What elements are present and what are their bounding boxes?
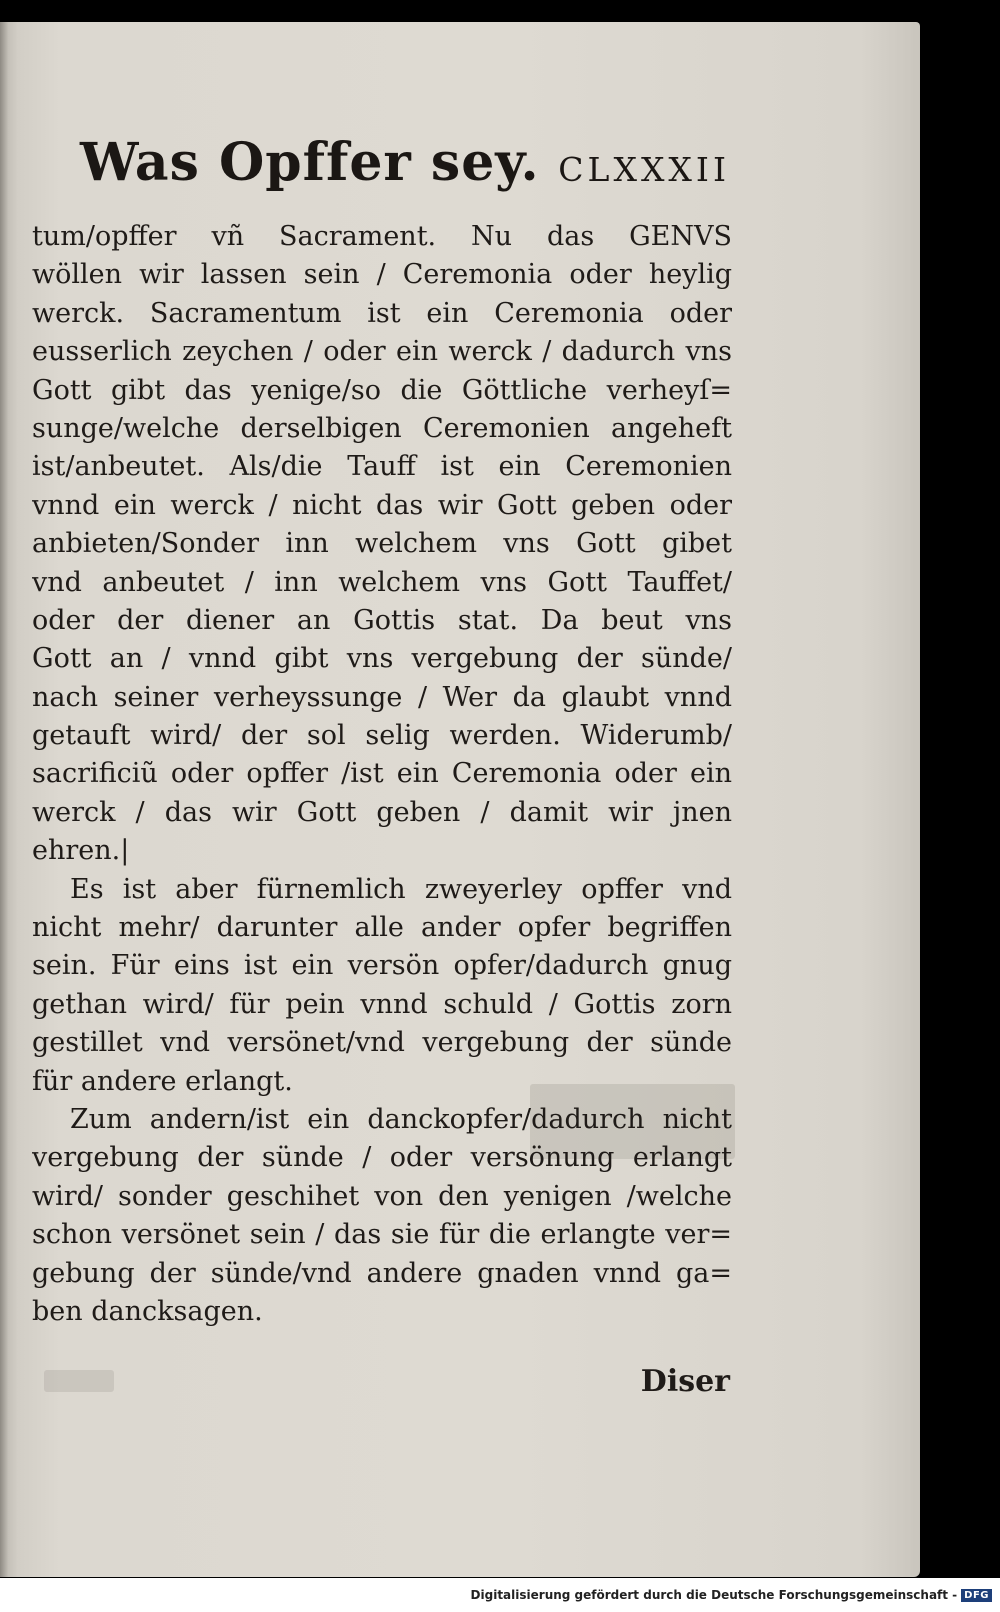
body-text	[32, 218, 732, 1331]
page-header	[80, 132, 730, 212]
text-line: tum/opffer vñ Sacrament. Nu das GENVS	[32, 221, 732, 252]
text-line: Gott an / vnnd gibt vns vergebung der sünde/	[32, 643, 732, 675]
page-gutter-shadow	[0, 22, 8, 1577]
digitization-footer	[0, 1578, 1000, 1612]
text-line: oder der diener an Gottis stat. Da beut vns	[32, 604, 732, 636]
text-line: nach seiner verheyssunge / Wer da glaubt vnnd	[32, 681, 732, 713]
running-title: Was Opffer sey.	[80, 132, 540, 193]
folio-number: CLXXXII	[558, 150, 730, 189]
text-line: werck. Sacramentum ist ein Ceremonia oder	[32, 297, 732, 329]
text-line: ehren.|	[32, 835, 130, 867]
catchword: Diser	[640, 1364, 730, 1399]
text-line: vnd anbeutet / inn welchem vns Gott Tauffet/	[32, 566, 732, 598]
text-line: sein. Für eins ist ein versön opfer/dadurch gnug	[32, 950, 732, 982]
text-line: vergebung der sünde / oder versönung erlangt	[32, 1142, 732, 1174]
text-line: werck / das wir Gott geben / damit wir jnen	[32, 796, 732, 828]
text-line: nicht mehr/ darunter alle ander opfer begriffen	[32, 912, 732, 944]
faint-show-through-mark	[44, 1370, 114, 1392]
text-line: Es ist aber fürnemlich zweyerley opffer vnd	[70, 873, 732, 905]
text-line: sacrificiũ oder opffer /ist ein Ceremonia oder ein	[32, 758, 732, 790]
text-line: für andere erlangt.	[32, 1065, 293, 1097]
text-line: gethan wird/ für pein vnnd schuld / Gottis zorn	[32, 988, 732, 1020]
text-line: getauft wird/ der sol selig werden. Widerumb/	[32, 720, 732, 752]
text-line: ben dancksagen.	[32, 1295, 263, 1327]
text-line: schon versönet sein / das sie für die erlangte ver=	[32, 1219, 732, 1251]
text-line: gestillet vnd versönet/vnd vergebung der sünde	[32, 1027, 732, 1059]
text-line: vnnd ein werck / nicht das wir Gott geben oder	[32, 489, 732, 521]
dfg-logo: DFG	[961, 1589, 992, 1602]
text-line: gebung der sünde/vnd andere gnaden vnnd ga=	[32, 1257, 732, 1289]
text-line: sunge/welche derselbigen Ceremonien angeheft	[32, 412, 732, 444]
book-page	[0, 22, 920, 1577]
text-line: Gott gibt das yenige/so die Göttliche verheyſ=	[32, 374, 732, 406]
text-line: Zum andern/ist ein danckopfer/dadurch nicht	[70, 1103, 732, 1135]
text-line: ist/anbeutet. Als/die Tauff ist ein Ceremonien	[32, 451, 732, 483]
text-line: eusserlich zeychen / oder ein werck / dadurch vns	[32, 336, 732, 368]
paragraph-3	[32, 1101, 732, 1331]
paragraph-2	[32, 871, 732, 1101]
paragraph-1	[32, 218, 732, 871]
text-line: wöllen wir lassen sein / Ceremonia oder heylig	[32, 259, 732, 291]
text-line: wird/ sonder geschihet von den yenigen /welche	[32, 1180, 732, 1212]
text-line: anbieten/Sonder inn welchem vns Gott gibet	[32, 528, 732, 560]
funding-note: Digitalisierung gefördert durch die Deutsche Forschungsgemeinschaft -	[470, 1588, 958, 1602]
